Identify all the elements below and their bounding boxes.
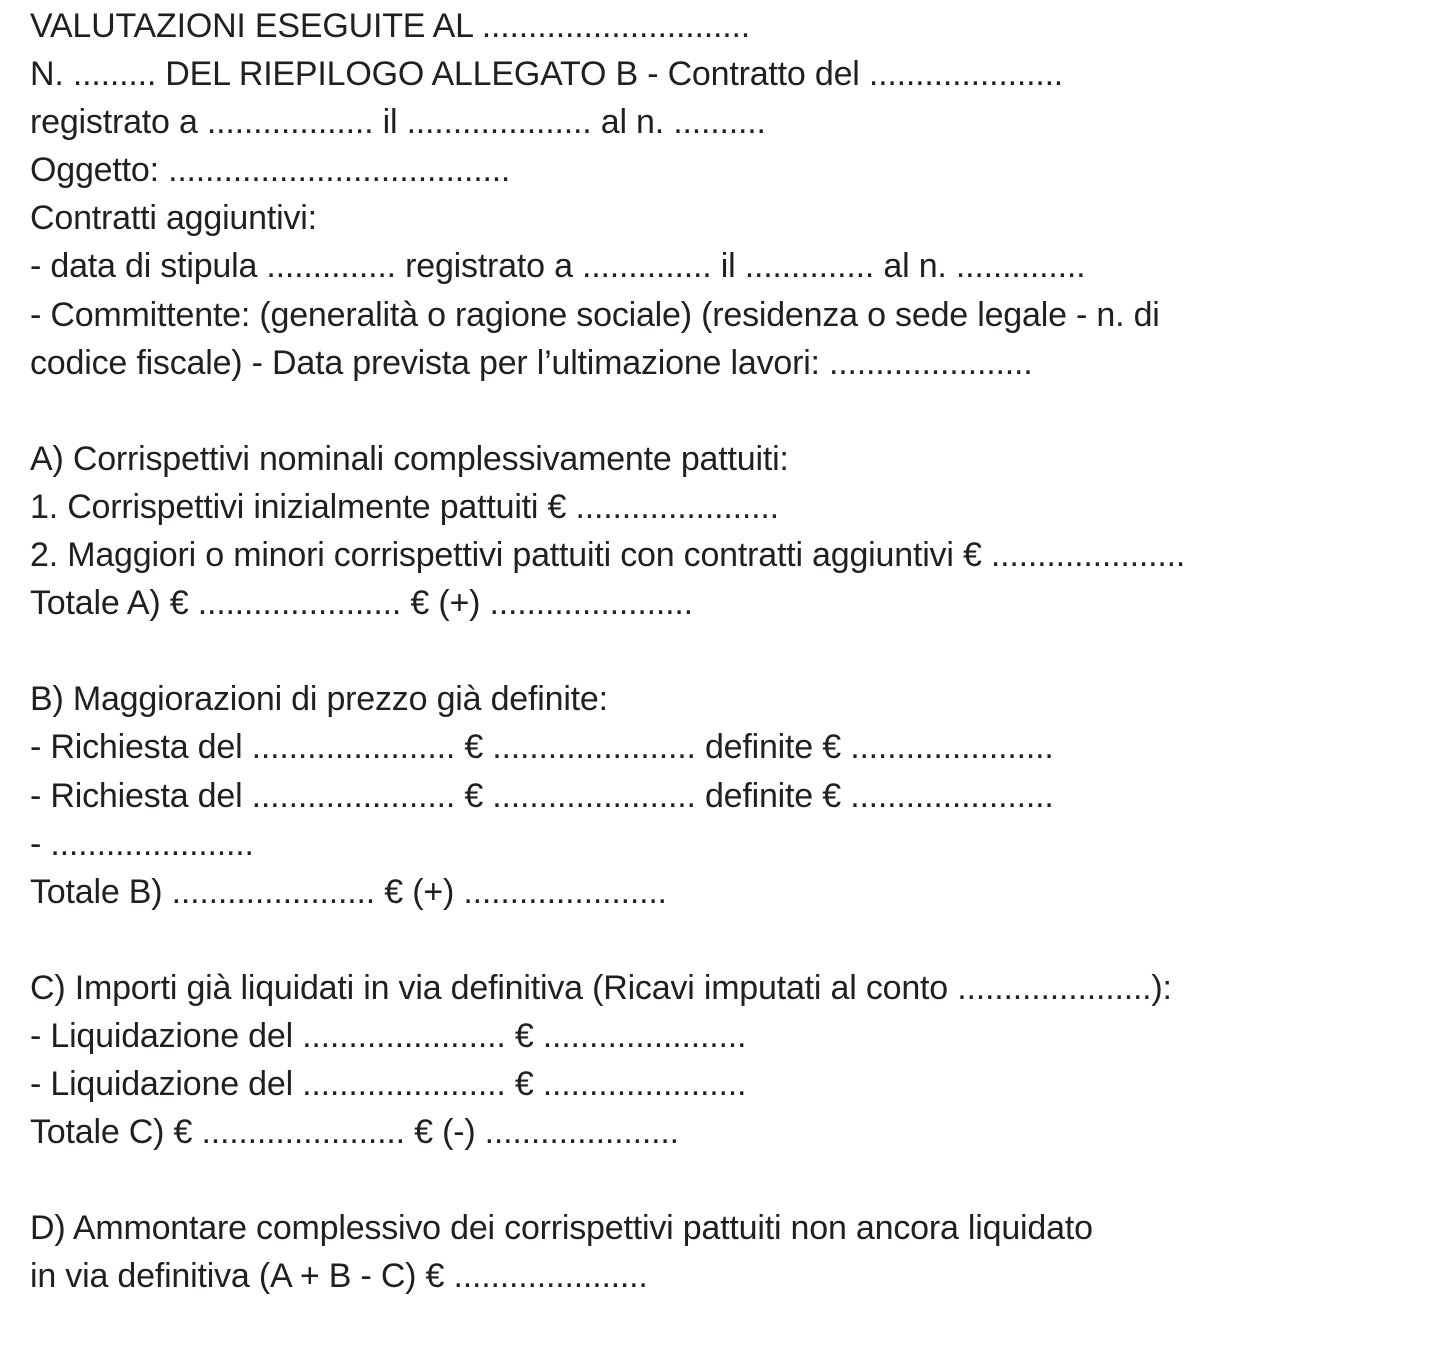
section-b-item-3: - ...................... — [30, 824, 254, 863]
section-b-item-2: - Richiesta del ...................... € ...................... definite € ...................... — [30, 776, 1054, 815]
section-a-total: Totale A) € ...................... € (+) ...................... — [30, 584, 693, 623]
valuation-date-line: VALUTAZIONI ESEGUITE AL ............................. — [30, 7, 750, 45]
client-line: - Committente: (generalità o ragione sociale) (residenza o sede legale - n. di — [30, 295, 1160, 334]
spacer — [30, 387, 1430, 435]
section-c-item-1: - Liquidazione del ...................... € ...................... — [30, 1016, 747, 1055]
completion-date-line: codice fiscale) - Data prevista per l’ultimazione lavori: ...................... — [30, 343, 1033, 382]
spacer — [30, 627, 1430, 675]
section-d-line-2: in via definitiva (A + B - C) € ..................... — [30, 1257, 648, 1296]
section-d — [30, 1204, 1430, 1300]
header-block — [30, 2, 1430, 387]
subject-line: Oggetto: ..................................... — [30, 151, 511, 190]
section-a-item-1: 1. Corrispettivi inizialmente pattuiti € ...................... — [30, 487, 779, 526]
section-d-title: D) Ammontare complessivo dei corrispettivi pattuiti non ancora liquidato — [30, 1209, 1093, 1248]
section-b-total: Totale B) ...................... € (+) ...................... — [30, 872, 667, 911]
document-page — [30, 2, 1430, 1301]
section-c-item-2: - Liquidazione del ...................... € ...................... — [30, 1065, 747, 1104]
section-a — [30, 435, 1430, 627]
spacer — [30, 1156, 1430, 1204]
registration-line: registrato a .................. il .................... al n. .......... — [30, 103, 766, 142]
additional-contracts-heading: Contratti aggiuntivi: — [30, 199, 317, 238]
section-a-item-2: 2. Maggiori o minori corrispettivi pattuiti con contratti aggiuntivi € ..................... — [30, 536, 1186, 575]
section-b-title: B) Maggiorazioni di prezzo già definite: — [30, 680, 608, 719]
section-b — [30, 675, 1430, 915]
stipulation-line: - data di stipula .............. registrato a .............. il .............. al n. .............. — [30, 247, 1086, 286]
contract-number-line: N. ......... DEL RIEPILOGO ALLEGATO B - Contratto del ..................... — [30, 55, 1064, 94]
section-a-title: A) Corrispettivi nominali complessivamente pattuiti: — [30, 439, 789, 478]
section-c — [30, 964, 1430, 1156]
section-c-total: Totale C) € ...................... € (-) ..................... — [30, 1113, 679, 1152]
spacer — [30, 916, 1430, 964]
section-b-item-1: - Richiesta del ...................... € ...................... definite € ...................... — [30, 728, 1054, 767]
section-c-title: C) Importi già liquidati in via definitiva (Ricavi imputati al conto .....................): — [30, 968, 1172, 1007]
